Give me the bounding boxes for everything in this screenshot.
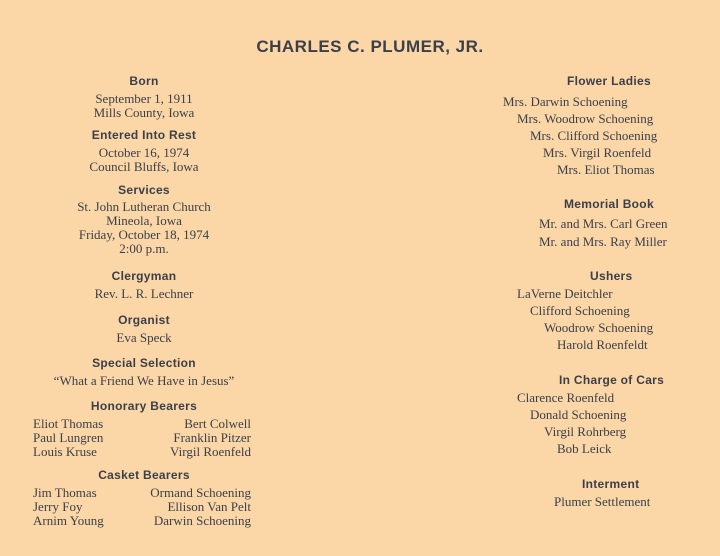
usher-name: LaVerne Deitchler <box>517 286 613 301</box>
interment-heading: Interment <box>582 477 640 491</box>
honorary-bearer: Franklin Pitzer <box>173 430 251 445</box>
services-church: St. John Lutheran Church <box>77 199 211 214</box>
casket-bearer: Ormand Schoening <box>150 485 251 500</box>
honorary-bearer: Eliot Thomas <box>33 416 104 431</box>
casket-bearer: Jerry Foy <box>33 499 83 514</box>
organist-section <box>30 313 258 345</box>
cars-name: Donald Schoening <box>530 407 627 422</box>
flower-lady: Mrs. Eliot Thomas <box>557 162 655 177</box>
casket-bearer: Darwin Schoening <box>153 513 251 528</box>
clergyman-section <box>30 269 258 301</box>
special-selection-hymn: “What a Friend We Have in Jesus” <box>53 373 235 388</box>
born-section <box>30 74 258 120</box>
usher-name: Clifford Schoening <box>530 303 630 318</box>
cars-name: Clarence Roenfeld <box>517 390 615 405</box>
ushers-heading: Ushers <box>590 269 633 283</box>
born-heading: Born <box>129 74 159 88</box>
special-selection-heading: Special Selection <box>92 356 196 370</box>
organist-name: Eva Speck <box>116 330 172 345</box>
usher-name: Woodrow Schoening <box>544 320 654 335</box>
page-title: CHARLES C. PLUMER, JR. <box>256 37 484 56</box>
flower-ladies-heading: Flower Ladies <box>567 74 651 88</box>
memorial-book-heading: Memorial Book <box>564 197 654 211</box>
casket-bearer: Arnim Young <box>33 513 104 528</box>
honorary-bearers-heading: Honorary Bearers <box>90 399 198 413</box>
entered-section <box>30 128 258 174</box>
flower-lady: Mrs. Woodrow Schoening <box>517 111 654 126</box>
honorary-bearer: Virgil Roenfeld <box>170 444 251 459</box>
memorial-book-name: Mr. and Mrs. Carl Green <box>539 216 668 231</box>
born-place: Mills County, Iowa <box>93 105 195 120</box>
casket-bearer: Ellison Van Pelt <box>167 499 251 514</box>
cars-name: Bob Leick <box>557 441 612 456</box>
honorary-bearer: Bert Colwell <box>184 416 251 431</box>
organist-heading: Organist <box>118 313 170 327</box>
born-date: September 1, 1911 <box>95 91 193 106</box>
memorial-book-name: Mr. and Mrs. Ray Miller <box>539 234 667 249</box>
services-time: 2:00 p.m. <box>119 241 169 256</box>
usher-name: Harold Roenfeldt <box>557 337 648 352</box>
honorary-bearer: Paul Lungren <box>33 430 104 445</box>
entered-place: Council Bluffs, Iowa <box>89 159 199 174</box>
flower-lady: Mrs. Darwin Schoening <box>503 94 628 109</box>
flower-lady: Mrs. Clifford Schoening <box>530 128 658 143</box>
casket-bearer: Jim Thomas <box>33 485 97 500</box>
clergyman-name: Rev. L. R. Lechner <box>94 286 194 301</box>
clergyman-heading: Clergyman <box>111 269 177 283</box>
honorary-bearer: Louis Kruse <box>33 444 97 459</box>
services-town: Mineola, Iowa <box>106 213 182 228</box>
services-date: Friday, October 18, 1974 <box>78 227 210 242</box>
entered-date: October 16, 1974 <box>98 145 190 160</box>
cars-heading: In Charge of Cars <box>559 373 665 387</box>
flower-lady: Mrs. Virgil Roenfeld <box>543 145 652 160</box>
casket-bearers-list <box>33 486 251 528</box>
services-heading: Services <box>118 183 170 197</box>
honorary-bearers-list <box>33 417 251 459</box>
services-section <box>30 183 258 256</box>
casket-bearers-heading: Casket Bearers <box>98 468 190 482</box>
interment-place: Plumer Settlement <box>554 494 651 509</box>
cars-name: Virgil Rohrberg <box>544 424 627 439</box>
special-selection-section <box>30 356 258 388</box>
entered-heading: Entered Into Rest <box>91 128 197 142</box>
